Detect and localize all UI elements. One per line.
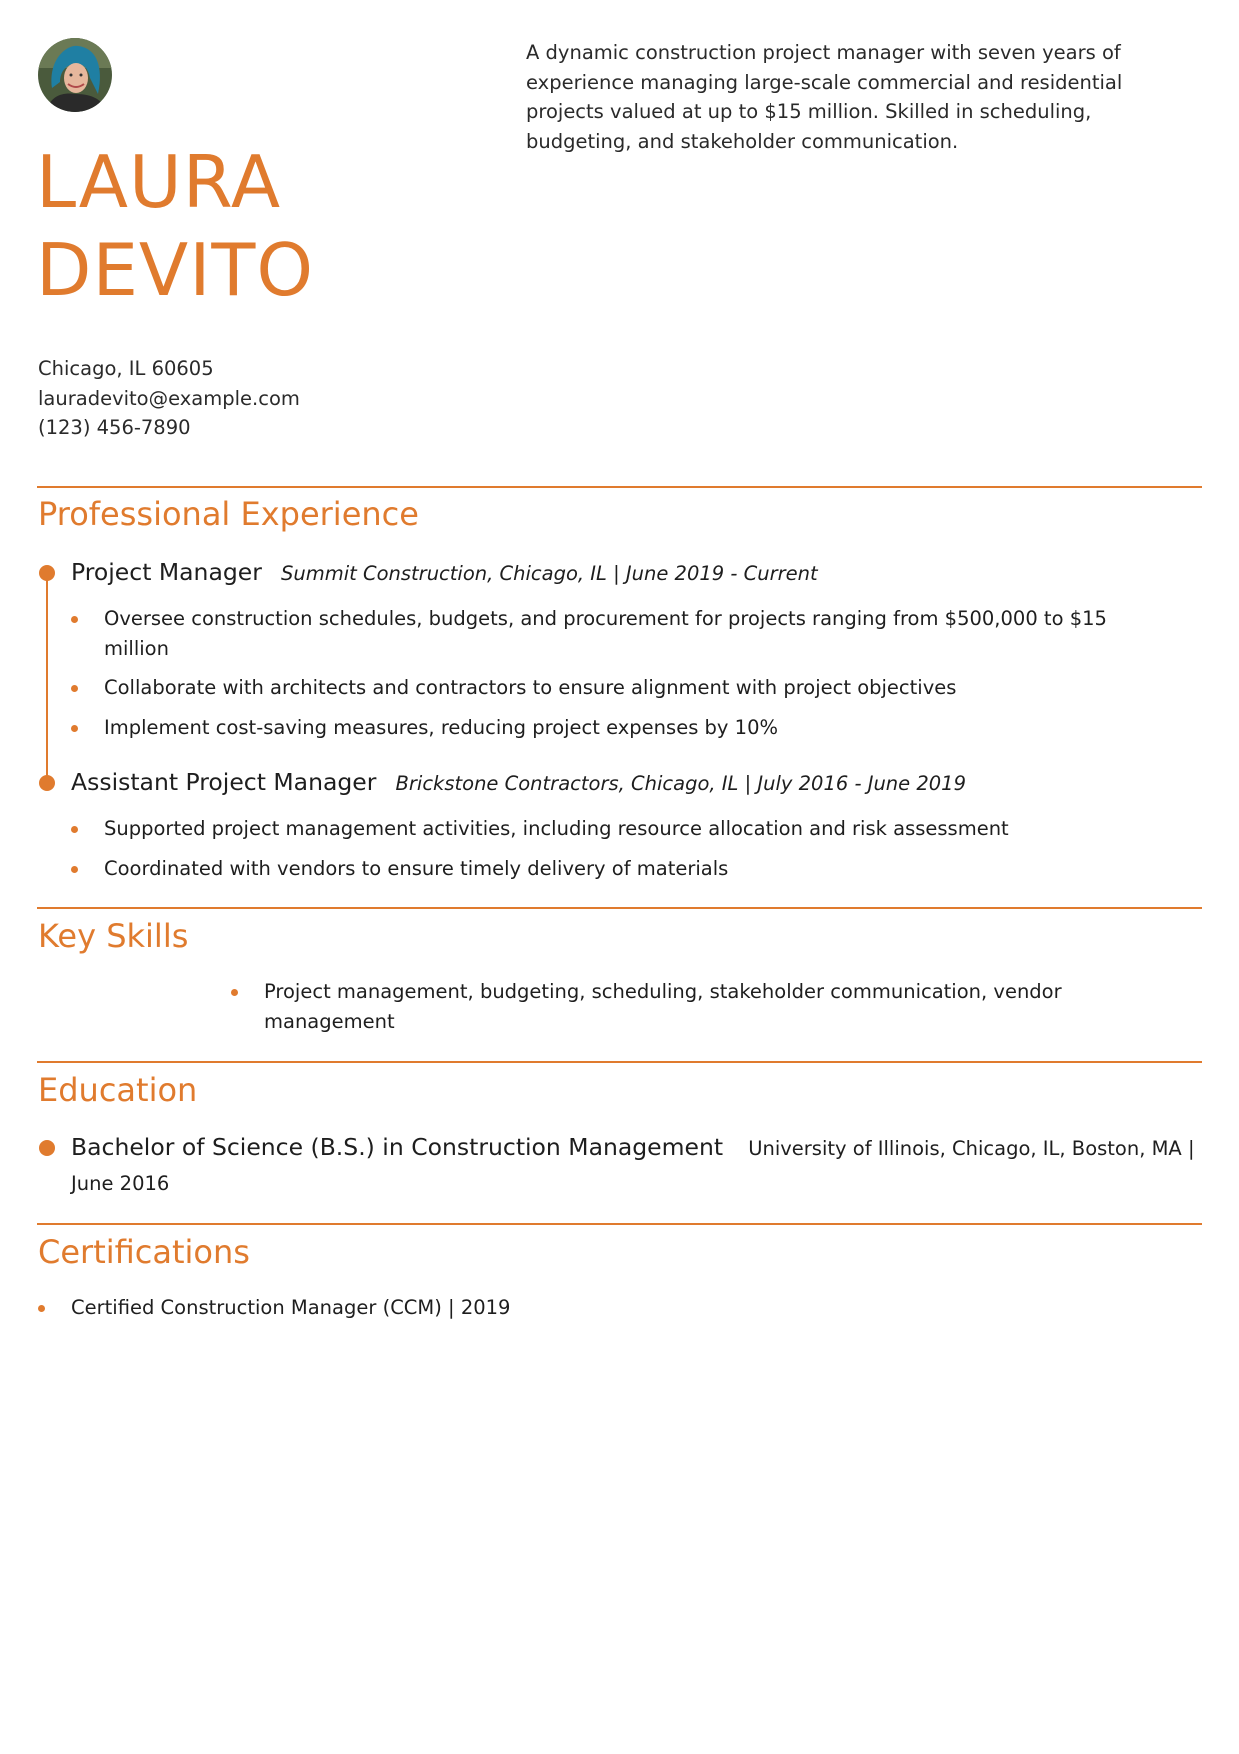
section-divider [37,907,1202,909]
job-header [71,768,966,796]
list-item: Coordinated with vendors to ensure timely delivery of materials [71,854,1166,884]
job-bullets [71,604,1166,742]
list-item: Project management, budgeting, scheduling, stakeholder communication, vendor management [231,977,1131,1036]
contact-phone[interactable]: (123) 456-7890 [38,416,191,439]
job-header [71,558,818,586]
list-item: Supported project management activities, including resource allocation and risk assessment [71,814,1166,844]
last-name: DEVITO [36,228,315,312]
bullet-icon [71,616,78,623]
section-divider [37,486,1202,488]
section-divider [37,1061,1202,1063]
bullet-icon [231,989,238,996]
job-title: Project Manager [71,558,262,586]
profile-summary: A dynamic construction project manager with seven years of experience managing large-scale commercial and residential projects valued at up to $15 million. Skilled in scheduling, budgeting, and stakeholder communication. [526,41,1123,153]
list-item: Certified Construction Manager (CCM) | 2019 [38,1293,938,1323]
education-entry [71,1130,1201,1202]
contact-location: Chicago, IL 60605 [38,357,214,380]
bullet-icon [71,725,78,732]
timeline-dot [39,775,55,791]
education-meta: University of Illinois, Chicago, IL, Boston, MA | June 2016 [71,1137,1195,1195]
list-item: Oversee construction schedules, budgets, and procurement for projects ranging from $500,000 to $15 million [71,604,1166,663]
job-meta: Summit Construction, Chicago, IL | June 2019 - Current [280,562,818,585]
contact-email[interactable]: lauradevito@example.com [38,386,300,410]
list-item: Collaborate with architects and contractors to ensure alignment with project objectives [71,673,1166,703]
avatar-photo [38,38,112,112]
education-degree: Bachelor of Science (B.S.) in Construction Management [71,1133,724,1161]
certifications-list [38,1293,938,1323]
avatar [38,38,112,112]
section-title-experience: Professional Experience [38,495,419,533]
timeline-dot [39,565,55,581]
job-bullets [71,814,1166,883]
bullet-icon [71,826,78,833]
section-title-education: Education [38,1071,198,1109]
contact-info [38,354,300,443]
first-name: LAURA [36,140,282,224]
section-title-certifications: Certifications [38,1233,250,1271]
section-divider [37,1223,1202,1225]
skills-list [231,977,1131,1036]
section-title-skills: Key Skills [38,917,189,955]
bullet-icon [71,866,78,873]
bullet-icon [38,1305,45,1312]
job-title: Assistant Project Manager [71,768,377,796]
timeline-line [46,570,48,778]
candidate-name [36,138,314,314]
bullet-icon [71,685,78,692]
job-meta: Brickstone Contractors, Chicago, IL | July 2016 - June 2019 [395,772,966,795]
education-dot [39,1140,55,1156]
list-item: Implement cost-saving measures, reducing project expenses by 10% [71,713,1166,743]
